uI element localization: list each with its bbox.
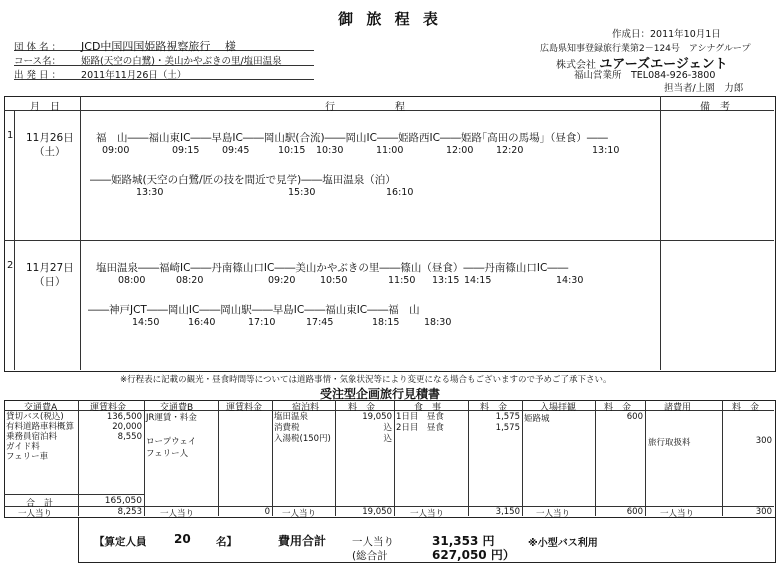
day1-route-line2: ――姫路城(天空の白鷺/匠の技を間近で見学)――塩田温泉（泊） <box>90 174 396 186</box>
est-b-item: フェリー人 <box>146 449 189 459</box>
est-header: 料 金 <box>480 403 508 413</box>
day2-route-line1: 塩田温泉――福崎IC――丹南篠山口IC――美山かやぶきの里――篠山（昼食）――丹南篠山口IC―― <box>96 262 569 274</box>
est-misc-value: 300 <box>755 436 772 446</box>
est-meal-items <box>396 412 444 434</box>
est-header: 食 事 <box>414 403 442 413</box>
date-row <box>14 67 314 80</box>
est-per-row <box>0 507 780 519</box>
est-a-value: 8,550 <box>117 432 142 442</box>
est-a-item: ガイド料 <box>6 442 40 452</box>
summary-per-value: 31,353 円 <box>432 534 495 548</box>
est-a-item: 有料道路車料概算 <box>6 422 75 432</box>
est-adm-value: 600 <box>626 412 643 422</box>
group-label: 団 体 名 ： <box>14 42 62 53</box>
course-row <box>14 53 314 66</box>
est-stay-items <box>274 412 331 445</box>
per-value: 19,050 <box>362 507 392 517</box>
summary-total-label: 費用合計 <box>278 534 327 548</box>
time: 10:50 <box>320 275 348 286</box>
est-a-item: 乗務員宿泊料 <box>6 432 58 442</box>
time: 10:15 <box>278 145 306 156</box>
est-meal-value: 1,575 <box>495 423 520 433</box>
per-label: 一人当り <box>282 509 317 519</box>
est-stay-item: 入湯税(150円) <box>274 434 331 444</box>
day2-route-line2: ――神戸JCT――岡山IC――岡山駅――早島IC――福山東IC――福 山 <box>88 304 420 316</box>
time: 18:15 <box>372 317 400 328</box>
date-value: 2011年11月26日（土） <box>81 70 187 81</box>
est-header: 諸費用 <box>664 403 692 413</box>
time: 14:30 <box>556 275 584 286</box>
est-stay-value: 込 <box>383 423 392 433</box>
est-meal-value: 1,575 <box>495 412 520 422</box>
time: 10:30 <box>316 145 344 156</box>
time: 09:15 <box>172 145 200 156</box>
group-value: JCD中国四国姫路視察旅行 様 <box>81 40 236 53</box>
est-stay-item: 消費税 <box>274 423 300 433</box>
summary-per-label: 一人当り <box>352 536 394 548</box>
est-meal-item: 2日目 昼食 <box>396 423 444 433</box>
est-b-item: ロープウェイ <box>146 437 197 447</box>
time: 12:00 <box>446 145 474 156</box>
per-label: 一人当り <box>18 509 53 519</box>
time: 13:10 <box>592 145 620 156</box>
company-prefix: 株式会社 <box>556 60 596 71</box>
est-stay-value: 込 <box>383 434 392 444</box>
time: 11:50 <box>388 275 416 286</box>
day1-num: 1 <box>7 130 14 141</box>
date-label: 出 発 日 ： <box>14 70 62 81</box>
time: 15:30 <box>288 187 316 198</box>
est-header: 交通費B <box>160 403 194 413</box>
est-header: 交通費A <box>24 403 58 413</box>
itinerary-note: ※行程表に記載の観光・昼食時間等については道路事情・気象状況等により変更になる場合もございますので予めご了承下さい。 <box>120 375 612 385</box>
per-value: 600 <box>626 507 643 517</box>
est-meal-values <box>470 412 520 434</box>
per-label: 一人当り <box>410 509 445 519</box>
est-a-value: 20,000 <box>112 422 142 432</box>
est-b-item <box>146 424 197 436</box>
est-header: 料 金 <box>604 403 632 413</box>
company-staff: 担当者/上園 力郎 <box>664 83 744 94</box>
day2-date: 11月27日 <box>26 262 74 274</box>
day2-times-line2 <box>0 317 780 329</box>
per-value: 8,253 <box>117 507 142 517</box>
day2-dow: （日） <box>34 276 66 288</box>
course-value: 姫路(天空の白鷺)・美山かやぶきの里/塩田温泉 <box>81 56 282 67</box>
per-value: 0 <box>264 507 270 517</box>
summary-grand-value: 627,050 円） <box>432 548 515 562</box>
est-header: 料 金 <box>348 403 376 413</box>
created-date: 作成日：2011年10月1日 <box>612 29 721 40</box>
per-value: 3,150 <box>495 507 520 517</box>
est-stay-values <box>337 412 392 445</box>
est-stay-value: 19,050 <box>362 412 392 422</box>
company-reg: 広島県知事登録旅行業第2－124号 アシナグループ <box>540 44 751 54</box>
est-adm-item: 姫路城 <box>524 414 550 424</box>
time: 17:10 <box>248 317 276 328</box>
est-a-item: 貸切バス(税込) <box>6 412 64 422</box>
day1-route-line1: 福 山――福山東IC――早島IC――岡山駅(合流)――岡山IC――姫路西IC――姫路｢高田の馬場｣（昼食）―― <box>96 132 608 144</box>
time: 17:45 <box>306 317 334 328</box>
group-row <box>14 38 314 51</box>
time: 13:15 <box>432 275 460 286</box>
estimate-title: 受注型企画旅行見積書 <box>320 387 441 401</box>
est-stay-item: 塩田温泉 <box>274 412 309 422</box>
est-a-item: フェリー車 <box>6 452 49 462</box>
page-title: 御 旅 程 表 <box>338 10 442 28</box>
time: 14:50 <box>132 317 160 328</box>
time: 08:00 <box>118 275 146 286</box>
time: 16:40 <box>188 317 216 328</box>
col-notes-header: 備 考 <box>700 102 730 113</box>
summary-bus-note: ※小型バス利用 <box>528 538 598 549</box>
time: 09:20 <box>268 275 296 286</box>
est-a-total-label: 合 計 <box>26 499 54 509</box>
time: 16:10 <box>386 187 414 198</box>
time: 08:20 <box>176 275 204 286</box>
time: 18:30 <box>424 317 452 328</box>
est-b-item: JR運賃・料金 <box>146 413 197 423</box>
est-b-items <box>146 412 197 460</box>
est-header: 料 金 <box>732 403 760 413</box>
summary-people-label: 【算定人員 <box>94 536 147 548</box>
est-a-items <box>6 412 74 462</box>
time: 13:30 <box>136 187 164 198</box>
col-itinerary-header: 行 程 <box>325 102 405 113</box>
col-date-header: 月 日 <box>30 102 60 113</box>
per-value: 300 <box>755 507 772 517</box>
est-meal-item: 1日目 昼食 <box>396 412 444 422</box>
day1-times-line2 <box>0 187 780 199</box>
est-header: 入場拝観 <box>540 403 577 413</box>
est-a-value: 136,500 <box>106 412 142 422</box>
per-label: 一人当り <box>536 509 571 519</box>
time: 09:45 <box>222 145 250 156</box>
est-header: 運賃料金 <box>226 403 263 413</box>
time: 14:15 <box>464 275 492 286</box>
time: 11:00 <box>376 145 404 156</box>
per-label: 一人当り <box>160 509 195 519</box>
summary-grand-label: (総合計 <box>352 550 388 562</box>
est-header: 宿泊料 <box>292 403 320 413</box>
time: 12:20 <box>496 145 524 156</box>
per-label: 一人当り <box>660 509 695 519</box>
day1-times-line1 <box>0 145 780 157</box>
day2-times-line1 <box>0 275 780 287</box>
time: 09:00 <box>102 145 130 156</box>
est-a-total: 165,050 <box>104 496 142 506</box>
summary-people-unit: 名】 <box>216 536 237 548</box>
est-header: 運賃料金 <box>90 403 127 413</box>
day1-date: 11月26日 <box>26 132 74 144</box>
course-label: コース名： <box>14 56 62 67</box>
summary-people: 20 <box>174 532 191 546</box>
est-misc-item: 旅行取扱料 <box>648 438 691 448</box>
est-a-values <box>80 412 142 442</box>
company-name: ユアーズエージェント <box>599 57 728 72</box>
company-branch: 福山営業所 TEL084-926-3800 <box>574 70 716 81</box>
estimate-header-row <box>0 400 780 413</box>
day1-dow: （土） <box>34 146 66 158</box>
day2-num: 2 <box>7 260 14 271</box>
